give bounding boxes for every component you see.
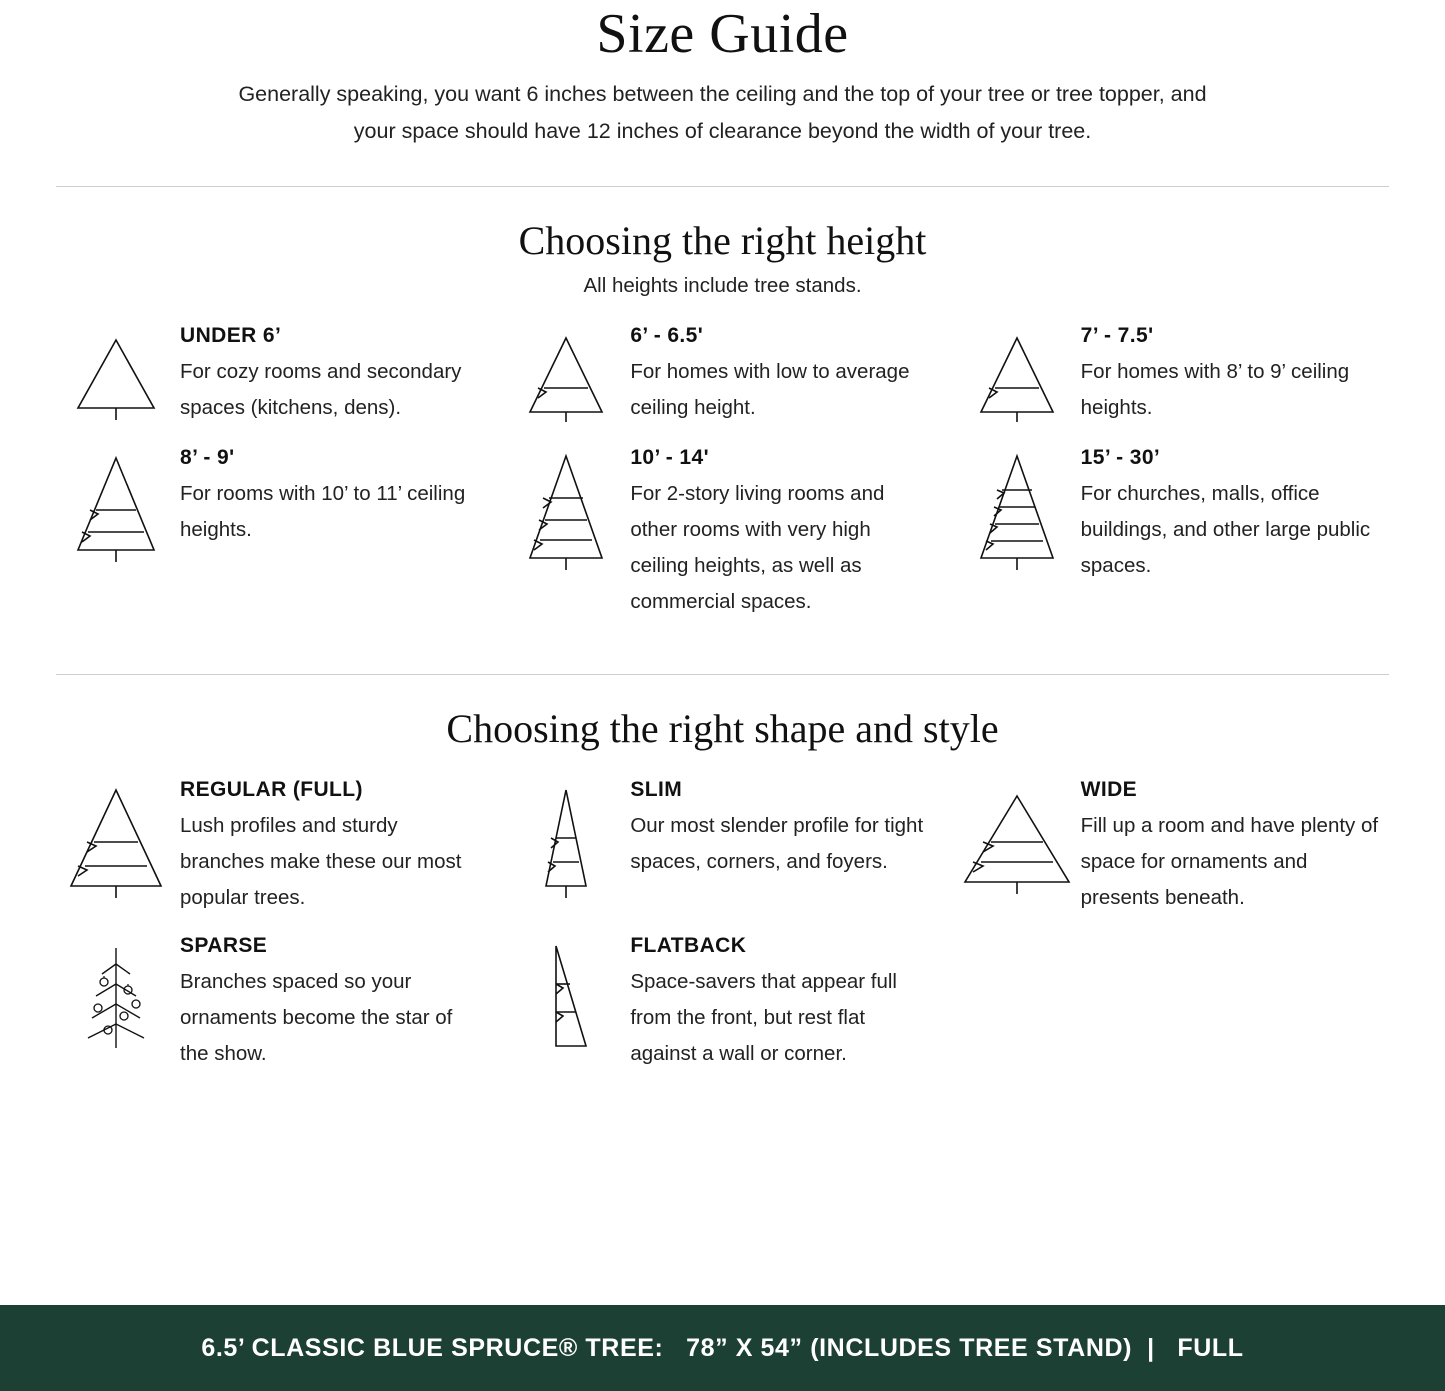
height-option-label: 10’ - 14' <box>630 446 709 469</box>
shape-option <box>56 778 488 934</box>
shape-option-text <box>176 778 480 916</box>
height-option-label: 8’ - 9' <box>180 446 235 469</box>
tree-3-tier-icon <box>56 446 176 570</box>
shape-option-label: WIDE <box>1080 778 1138 801</box>
shape-options-grid <box>56 778 1389 1090</box>
shape-option-label: REGULAR (FULL) <box>180 778 363 801</box>
shape-option-text <box>1077 778 1381 916</box>
shape-option <box>957 778 1389 934</box>
height-option-label: 7’ - 7.5' <box>1080 324 1154 347</box>
height-option-text <box>1077 324 1381 426</box>
height-option-desc: For homes with low to average ceiling height. <box>630 360 910 419</box>
height-options-grid <box>56 324 1389 638</box>
height-option-desc: For churches, malls, office buildings, and other large public spaces. <box>1080 482 1371 577</box>
tree-wide-icon <box>957 778 1077 907</box>
height-option-desc: For homes with 8’ to 9’ ceiling heights. <box>1080 360 1350 419</box>
divider-middle <box>56 674 1389 675</box>
shape-option-label: FLATBACK <box>630 934 747 957</box>
height-option-label: 15’ - 30’ <box>1080 446 1161 469</box>
shape-option <box>56 934 488 1090</box>
height-section-subheading: All heights include tree stands. <box>583 274 862 297</box>
height-option-label: 6’ - 6.5' <box>630 324 704 347</box>
height-option <box>56 324 488 446</box>
height-option <box>957 324 1389 446</box>
height-option-desc: For rooms with 10’ to 11’ ceiling heights. <box>180 482 466 541</box>
tree-flatback-icon <box>506 934 626 1063</box>
tree-slim-icon <box>506 778 626 907</box>
tree-sparse-icon <box>56 934 176 1063</box>
shape-option-label: SLIM <box>630 778 683 801</box>
height-option-desc: For 2-story living rooms and other rooms with very high ceiling heights, as well as commercial spaces. <box>630 482 885 613</box>
shape-option-desc: Fill up a room and have plenty of space for ornaments and presents beneath. <box>1080 814 1379 909</box>
shape-section-heading: Choosing the right shape and style <box>446 706 999 751</box>
shape-grid-spacer <box>957 934 1389 1090</box>
page-title: Size Guide <box>596 3 849 65</box>
height-option <box>506 446 938 638</box>
shape-option-label: SPARSE <box>180 934 268 957</box>
tree-full-icon <box>56 778 176 907</box>
page-intro: Generally speaking, you want 6 inches between the ceiling and the top of your tree or tree topper, and your space should have 12 inches of clearance beyond the width of your tree. <box>238 82 1207 143</box>
height-option-text <box>176 446 480 548</box>
height-option-text <box>626 446 930 620</box>
shape-option-text <box>176 934 480 1072</box>
shape-option <box>506 778 938 934</box>
shape-option-desc: Branches spaced so your ornaments become the star of the show. <box>180 970 453 1065</box>
height-option <box>506 324 938 446</box>
shape-option-desc: Space-savers that appear full from the front, but rest flat against a wall or corner. <box>630 970 897 1065</box>
tree-4-tier-icon <box>506 446 626 580</box>
product-summary-text: 6.5’ CLASSIC BLUE SPRUCE® TREE: 78” X 54” (INCLUDES TREE STAND) | FULL <box>201 1333 1244 1362</box>
height-section-heading: Choosing the right height <box>518 218 927 263</box>
shape-option <box>506 934 938 1090</box>
product-summary-bar <box>0 1305 1445 1391</box>
shape-option-desc: Our most slender profile for tight spaces, corners, and foyers. <box>630 814 924 873</box>
height-option <box>957 446 1389 638</box>
shape-option-desc: Lush profiles and sturdy branches make these our most popular trees. <box>180 814 462 909</box>
tree-5-tier-icon <box>957 446 1077 580</box>
height-option-text <box>626 324 930 426</box>
divider-top <box>56 186 1389 187</box>
height-option-label: UNDER 6’ <box>180 324 282 347</box>
height-option <box>56 446 488 638</box>
height-option-text <box>176 324 480 426</box>
tree-2-tier-icon <box>957 324 1077 428</box>
shape-option-text <box>626 778 930 880</box>
height-option-text <box>1077 446 1381 584</box>
shape-option-text <box>626 934 930 1072</box>
height-option-desc: For cozy rooms and secondary spaces (kitchens, dens). <box>180 360 462 419</box>
tree-2-tier-icon <box>506 324 626 428</box>
tree-1-tier-icon <box>56 324 176 428</box>
